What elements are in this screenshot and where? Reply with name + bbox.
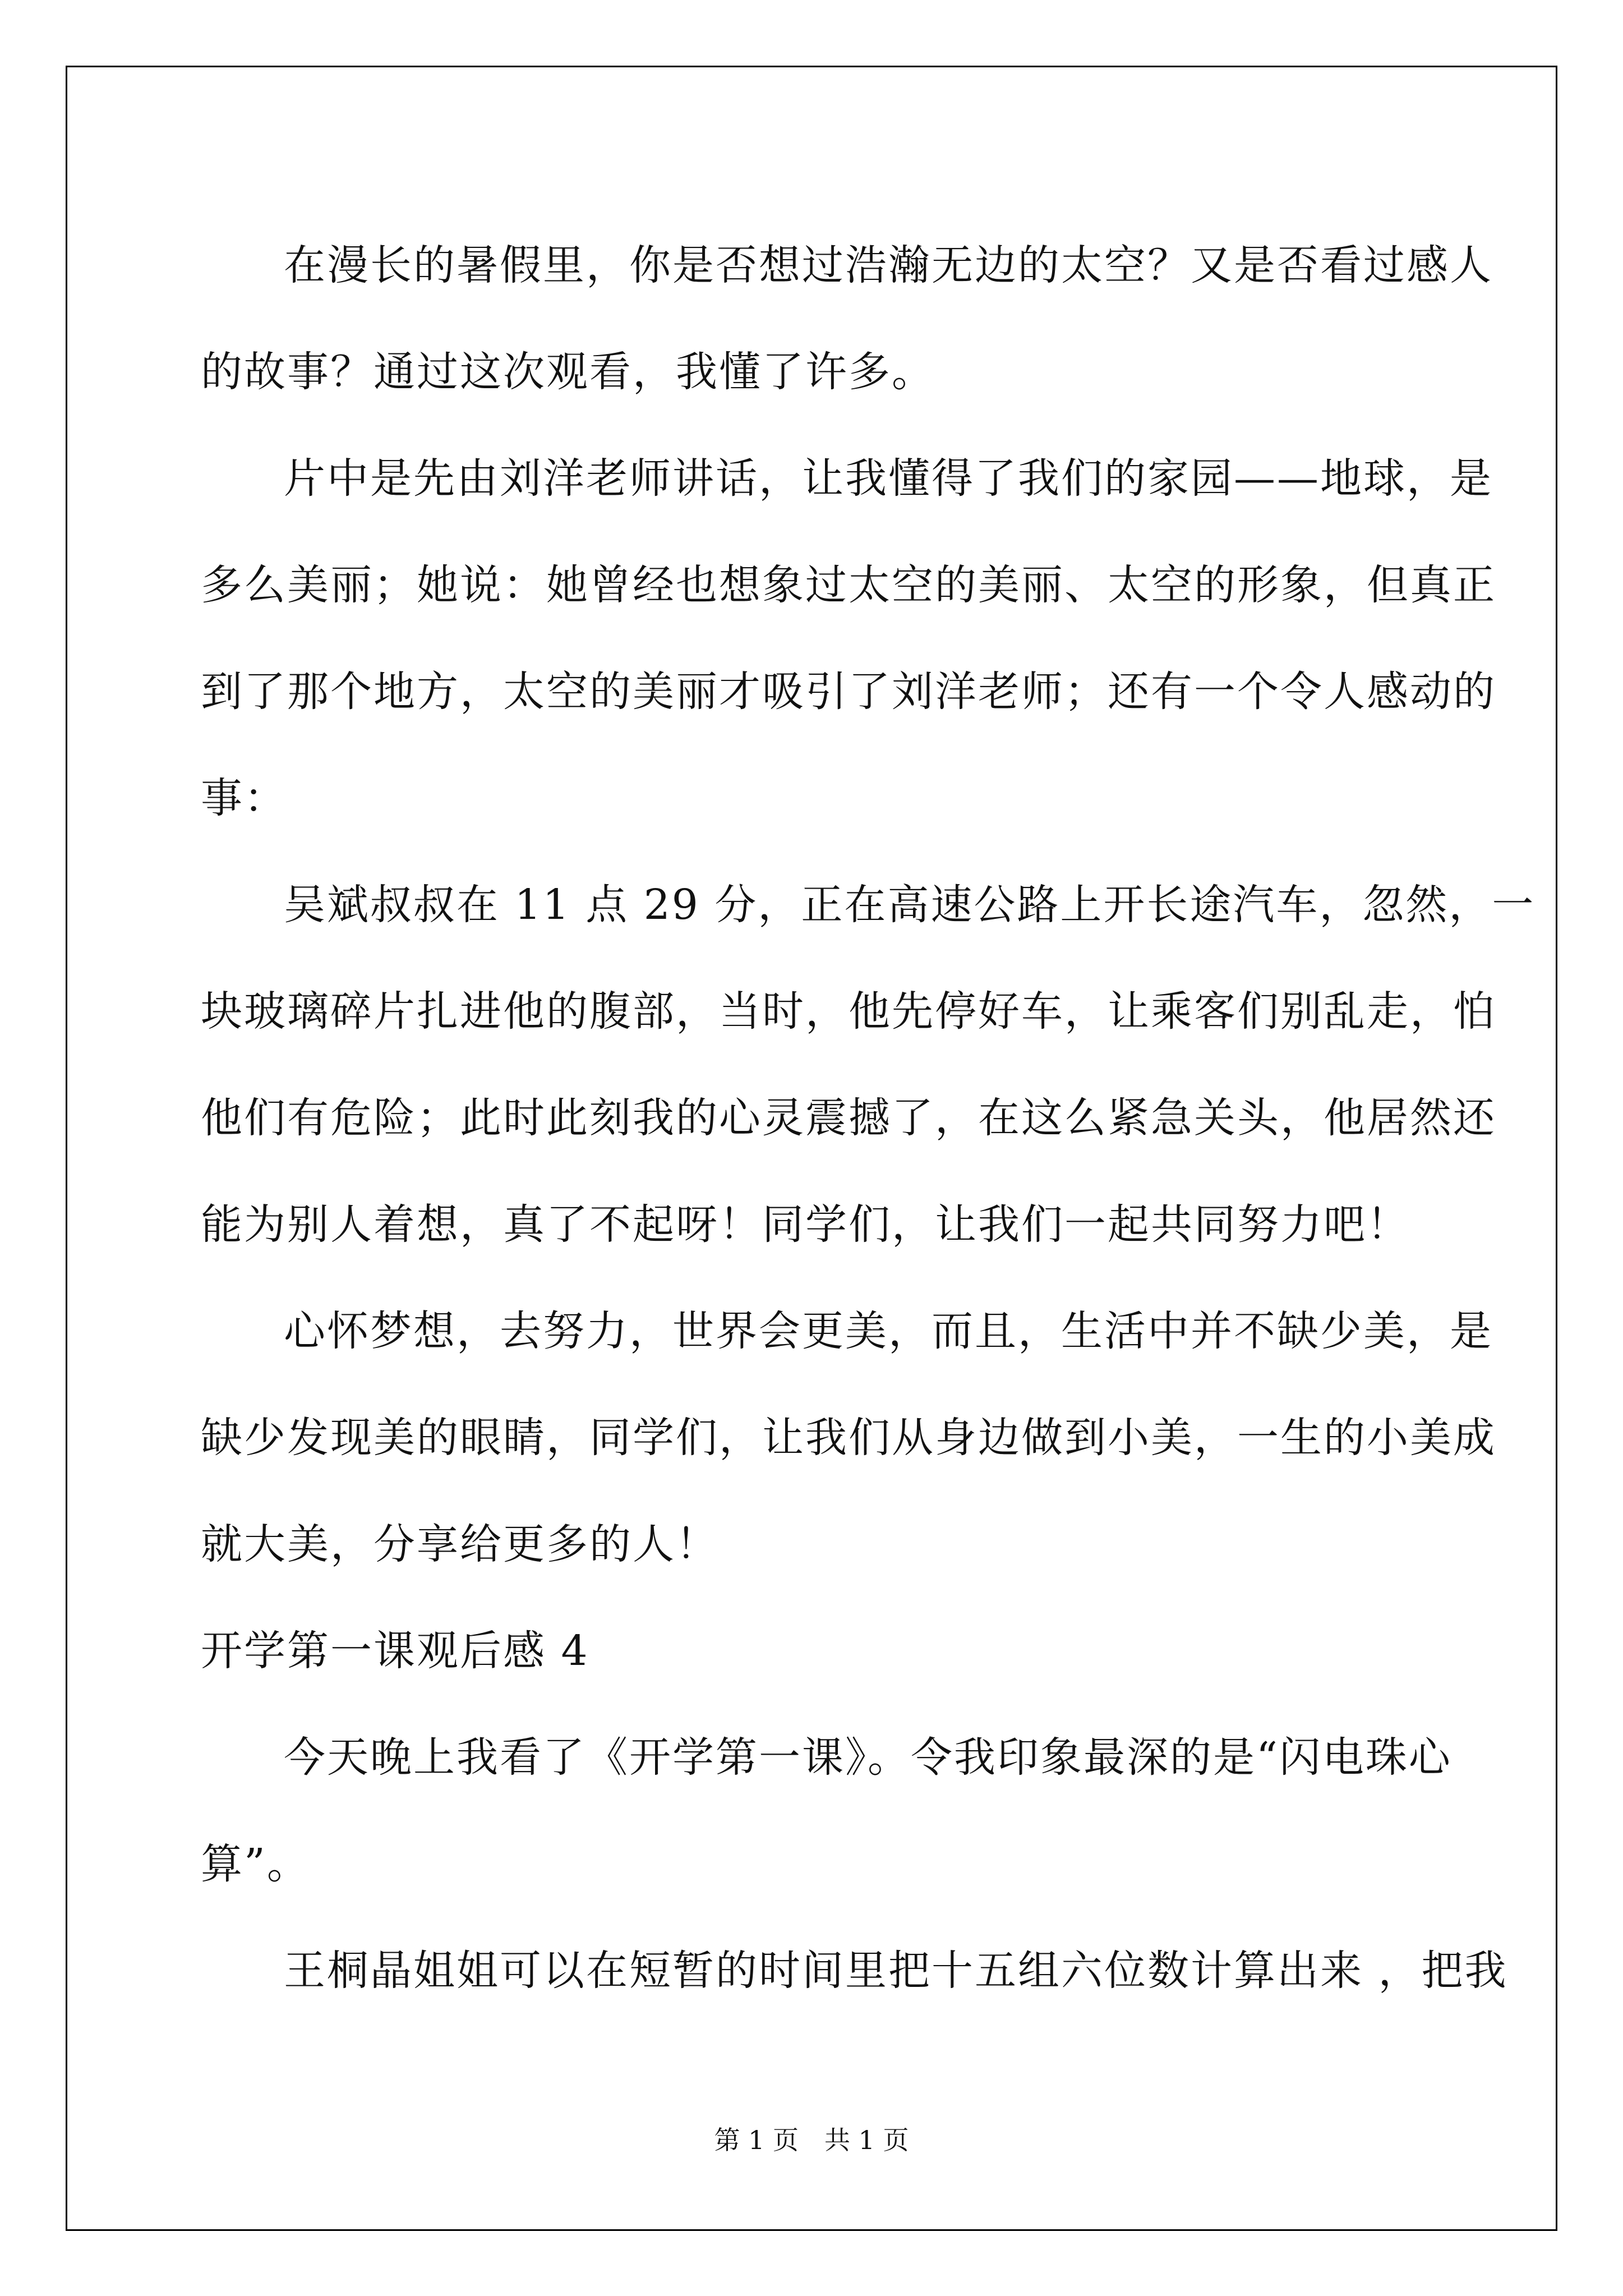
paragraph-6 — [201, 1917, 1508, 2024]
text-line: 事： — [201, 774, 287, 822]
document-body — [201, 212, 1536, 2024]
text-line: 心怀梦想，去努力，世界会更美，而且，生活中并不缺少美，是 — [284, 1307, 1493, 1355]
paragraph-1 — [201, 212, 1493, 425]
text-line: 片中是先由刘洋老师讲话，让我懂得了我们的家园——地球，是 — [284, 454, 1493, 503]
text-line: 他们有危险；此时此刻我的心灵震撼了，在这么紧急关头，他居然还 — [201, 1094, 1496, 1142]
text-line: 在漫长的暑假里，你是否想过浩瀚无边的太空？又是否看过感人 — [284, 241, 1493, 289]
text-line: 能为别人着想，真了不起呀！同学们，让我们一起共同努力吧！ — [201, 1200, 1410, 1249]
text-line: 算”。 — [201, 1840, 310, 1888]
text-line: 吴斌叔叔在 11 点 29 分，正在高速公路上开长途汽车，忽然，一 — [284, 881, 1536, 929]
text-line: 到了那个地方，太空的美丽才吸引了刘洋老师；还有一个令人感动的 — [201, 668, 1496, 716]
text-line: 块玻璃碎片扎进他的腹部，当时，他先停好车，让乘客们别乱走，怕 — [201, 987, 1496, 1036]
text-line: 就大美，分享给更多的人！ — [201, 1520, 719, 1568]
paragraph-2 — [201, 425, 1496, 852]
text-line: 今天晚上我看了《开学第一课》。令我印象最深的是“闪电珠心 — [284, 1733, 1452, 1782]
paragraph-5 — [201, 1704, 1452, 1917]
text-line: 王桐晶姐姐可以在短暂的时间里把十五组六位数计算出来 ，把我 — [284, 1947, 1508, 1995]
text-line: 缺少发现美的眼睛，同学们，让我们从身边做到小美，一生的小美成 — [201, 1414, 1496, 1462]
text-line: 的故事？通过这次观看，我懂了许多。 — [201, 348, 935, 396]
page-footer: 第 1 页 共 1 页 — [714, 2125, 909, 2155]
paragraph-4 — [201, 1278, 1496, 1598]
section-heading — [201, 1598, 1425, 1704]
paragraph-3 — [201, 852, 1536, 1278]
heading-text: 开学第一课观后感 4 — [201, 1627, 589, 1675]
text-line: 多么美丽；她说：她曾经也想象过太空的美丽、太空的形象，但真正 — [201, 561, 1496, 609]
